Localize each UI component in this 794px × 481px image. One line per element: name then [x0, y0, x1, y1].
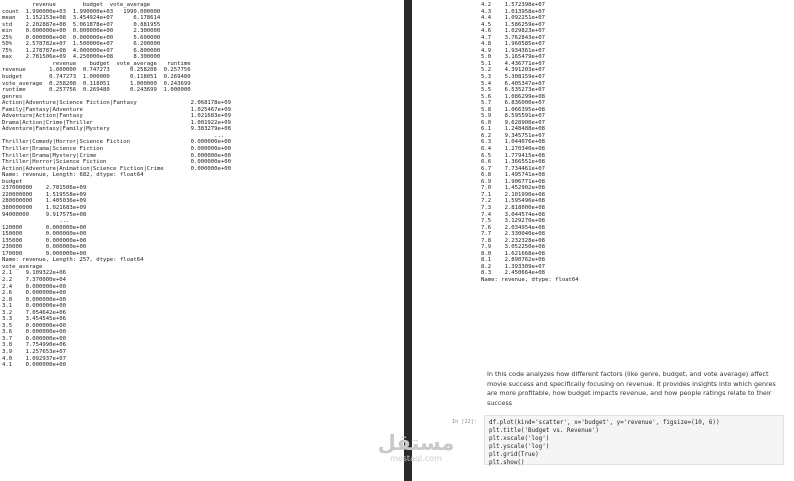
- output-line: 6.4 1.270340e+08: [481, 146, 545, 153]
- code-line: plt.show(): [489, 460, 525, 466]
- output-line: 5.5 6.535273e+07: [481, 87, 545, 94]
- output-line: 8.3 2.450664e+08: [481, 270, 545, 277]
- output-line: 3.6 0.000000e+00: [2, 329, 66, 336]
- output-line: 3.8 7.754990e+06: [2, 342, 66, 349]
- output-line: 8.0 1.621668e+08: [481, 250, 545, 257]
- output-line: Thriller|Drama|Science Fiction 0.000000e+00: [2, 146, 232, 153]
- output-line: 2.2 7.370000e+04: [2, 276, 66, 283]
- left-output-text: [2, 2, 231, 369]
- output-line: 3.9 1.257653e+07: [2, 348, 66, 355]
- watermark: [376, 432, 456, 463]
- output-line: ...: [2, 132, 225, 139]
- output-line: 6.2 9.345751e+07: [481, 132, 545, 139]
- code-text: [489, 419, 779, 467]
- output-line: 4.4 1.092251e+07: [481, 15, 545, 22]
- watermark-logo: مستقل: [377, 431, 455, 455]
- output-line: 6.1 1.248488e+08: [481, 126, 545, 133]
- output-line: 6.0 9.628900e+07: [481, 119, 545, 126]
- output-line: 4.2 1.572398e+07: [481, 2, 545, 8]
- watermark-url: mostaql.com: [390, 454, 442, 463]
- right-output-text: [481, 2, 579, 284]
- output-line: 5.6 1.086299e+08: [481, 93, 545, 100]
- output-line: 6.8 1.495741e+08: [481, 172, 545, 179]
- code-line: df.plot(kind='scatter', x='budget', y='revenue', figsize=(10, 6)): [489, 420, 720, 426]
- output-line: 4.9 1.934361e+07: [481, 47, 545, 54]
- output-line: 2.8 0.000000e+00: [2, 296, 66, 303]
- output-line: Adventure|Fantasy|Family|Mystery 9.383279e+08: [2, 126, 232, 133]
- output-line: 2.4 0.000000e+00: [2, 283, 66, 290]
- output-line: 5.3 5.308159e+07: [481, 74, 545, 81]
- output-line: 4.7 3.762843e+07: [481, 34, 545, 41]
- output-line: 25% 0.000000e+00 0.000000e+00 5.600000: [2, 34, 161, 41]
- output-line: Drama|Action|Crime|Thriller 1.001922e+09: [2, 119, 232, 126]
- output-line: revenue 1.000000 0.747273 0.258208 0.257756: [2, 67, 191, 74]
- output-line: budget: [2, 178, 23, 185]
- output-line: 3.7 0.000000e+00: [2, 335, 66, 342]
- cell-prompt: In [22]:: [452, 419, 477, 425]
- output-line: Thriller|Comedy|Horror|Science Fiction 0.000000e+00: [2, 139, 232, 146]
- output-line: Action|Adventure|Science Fiction|Fantasy 2.068178e+09: [2, 100, 232, 107]
- output-line: 5.7 6.836000e+07: [481, 100, 545, 107]
- output-line: Name: revenue, Length: 682, dtype: float64: [2, 172, 144, 179]
- code-editor[interactable]: [484, 415, 784, 465]
- output-line: revenue budget vote_average runtime: [2, 60, 191, 67]
- output-line: ...: [2, 218, 70, 225]
- output-line: 7.5 3.129270e+08: [481, 218, 545, 225]
- output-line: 5.2 4.391203e+07: [481, 67, 545, 74]
- output-line: Name: revenue, dtype: float64: [481, 276, 579, 283]
- pane-divider[interactable]: [404, 0, 412, 481]
- output-line: 6.9 1.906771e+08: [481, 178, 545, 185]
- output-line: vote_average: [2, 263, 43, 270]
- output-line: 4.8 1.960585e+07: [481, 41, 545, 48]
- output-line: Thriller|Drama|Mystery|Crime 0.000000e+00: [2, 152, 232, 159]
- output-line: 230000 0.000000e+00: [2, 244, 87, 251]
- output-line: 7.9 3.052250e+08: [481, 244, 545, 251]
- output-line: 4.3 1.013958e+07: [481, 8, 545, 15]
- output-line: 6.5 1.779415e+08: [481, 152, 545, 159]
- output-line: 5.4 6.405347e+07: [481, 80, 545, 87]
- output-line: 7.7 2.330040e+08: [481, 231, 545, 238]
- code-line: plt.xscale('log'): [489, 436, 550, 442]
- output-line: 237000000 2.781506e+09: [2, 185, 87, 192]
- output-line: 50% 2.578782e+07 1.500000e+07 6.200000: [2, 41, 161, 48]
- output-line: 94000000 9.917575e+08: [2, 211, 87, 218]
- output-line: 5.8 1.066395e+08: [481, 106, 545, 113]
- output-line: 3.5 0.000000e+00: [2, 322, 66, 329]
- output-line: 4.0 1.092937e+07: [2, 355, 66, 362]
- output-line: runtime 0.257756 0.269480 0.243699 1.000000: [2, 87, 191, 94]
- right-output-pane: [412, 0, 794, 481]
- output-line: 7.0 1.452902e+08: [481, 185, 545, 192]
- code-line: plt.title('Budget vs. Revenue'): [489, 428, 599, 434]
- output-line: 120000 0.000000e+00: [2, 224, 87, 231]
- output-line: 7.8 2.232328e+08: [481, 237, 545, 244]
- output-line: 7.6 2.034954e+08: [481, 224, 545, 231]
- code-line: plt.yscale('log'): [489, 444, 550, 450]
- output-line: genres: [2, 93, 23, 100]
- output-line: 280000000 1.405036e+09: [2, 198, 87, 205]
- output-line: std 2.202887e+08 5.061878e+07 0.881955: [2, 21, 161, 28]
- output-line: budget 0.747273 1.000000 0.118051 0.269480: [2, 74, 191, 81]
- output-line: 3.2 7.054642e+06: [2, 309, 66, 316]
- output-line: 3.3 3.454545e+06: [2, 316, 66, 323]
- output-line: 6.6 1.366551e+08: [481, 159, 545, 166]
- output-line: 7.3 2.818000e+08: [481, 204, 545, 211]
- output-line: Thriller|Horror|Science Fiction 0.000000e+00: [2, 159, 232, 166]
- output-line: Family|Fantasy|Adventure 1.025467e+09: [2, 106, 232, 113]
- output-line: 3.1 0.000000e+00: [2, 303, 66, 310]
- markdown-cell: In this code analyzes how different factors (like genre, budget, and vote average) affect movie success and specifically focusing on revenue. It provides insights into which genres are more profitable, how budget impacts revenue, and how people ratings relate to their success: [487, 370, 776, 408]
- output-line: Adventure|Action|Fantasy 1.021683e+09: [2, 113, 232, 120]
- output-line: 5.0 3.165479e+07: [481, 54, 545, 61]
- output-line: 8.2 1.393309e+07: [481, 263, 545, 270]
- output-line: 7.2 1.595496e+08: [481, 198, 545, 205]
- output-line: Action|Adventure|Animation|Science Fiction|Crime 0.000000e+00: [2, 165, 232, 172]
- output-line: 4.6 1.029823e+07: [481, 28, 545, 35]
- output-line: 6.7 7.734461e+07: [481, 165, 545, 172]
- output-line: mean 1.152153e+08 3.454924e+07 6.178614: [2, 15, 161, 22]
- output-line: 135000 0.000000e+00: [2, 237, 87, 244]
- output-line: count 1.990000e+03 1.990000e+03 1990.000000: [2, 8, 161, 15]
- output-line: 2.1 9.109322e+06: [2, 270, 66, 277]
- output-line: 7.4 3.044574e+08: [481, 211, 545, 218]
- output-line: 380000000 1.021683e+09: [2, 204, 87, 211]
- output-line: 5.9 8.595591e+07: [481, 113, 545, 120]
- output-line: 75% 1.278787e+08 4.000000e+07 6.800000: [2, 47, 161, 54]
- output-line: revenue budget vote_average: [2, 2, 151, 8]
- output-line: 2.6 0.000000e+00: [2, 290, 66, 297]
- output-line: vote_average 0.258208 0.118051 1.000000 0.243699: [2, 80, 191, 87]
- output-line: Name: revenue, Length: 257, dtype: float64: [2, 257, 144, 264]
- output-line: 8.1 2.890762e+08: [481, 257, 545, 264]
- output-line: 6.3 1.044076e+08: [481, 139, 545, 146]
- output-line: 220000000 1.519558e+09: [2, 191, 87, 198]
- output-line: 5.1 4.436771e+07: [481, 60, 545, 67]
- output-line: 4.1 0.000000e+00: [2, 362, 66, 369]
- output-line: 4.5 1.586259e+07: [481, 21, 545, 28]
- output-line: 7.1 2.101990e+08: [481, 191, 545, 198]
- output-line: 150000 0.000000e+00: [2, 231, 87, 238]
- output-line: min 0.000000e+00 0.000000e+00 2.300000: [2, 28, 161, 35]
- output-line: 170000 0.000000e+00: [2, 250, 87, 257]
- code-line: plt.grid(True): [489, 452, 539, 458]
- output-line: max 2.781506e+09 4.250000e+08 8.300000: [2, 54, 161, 61]
